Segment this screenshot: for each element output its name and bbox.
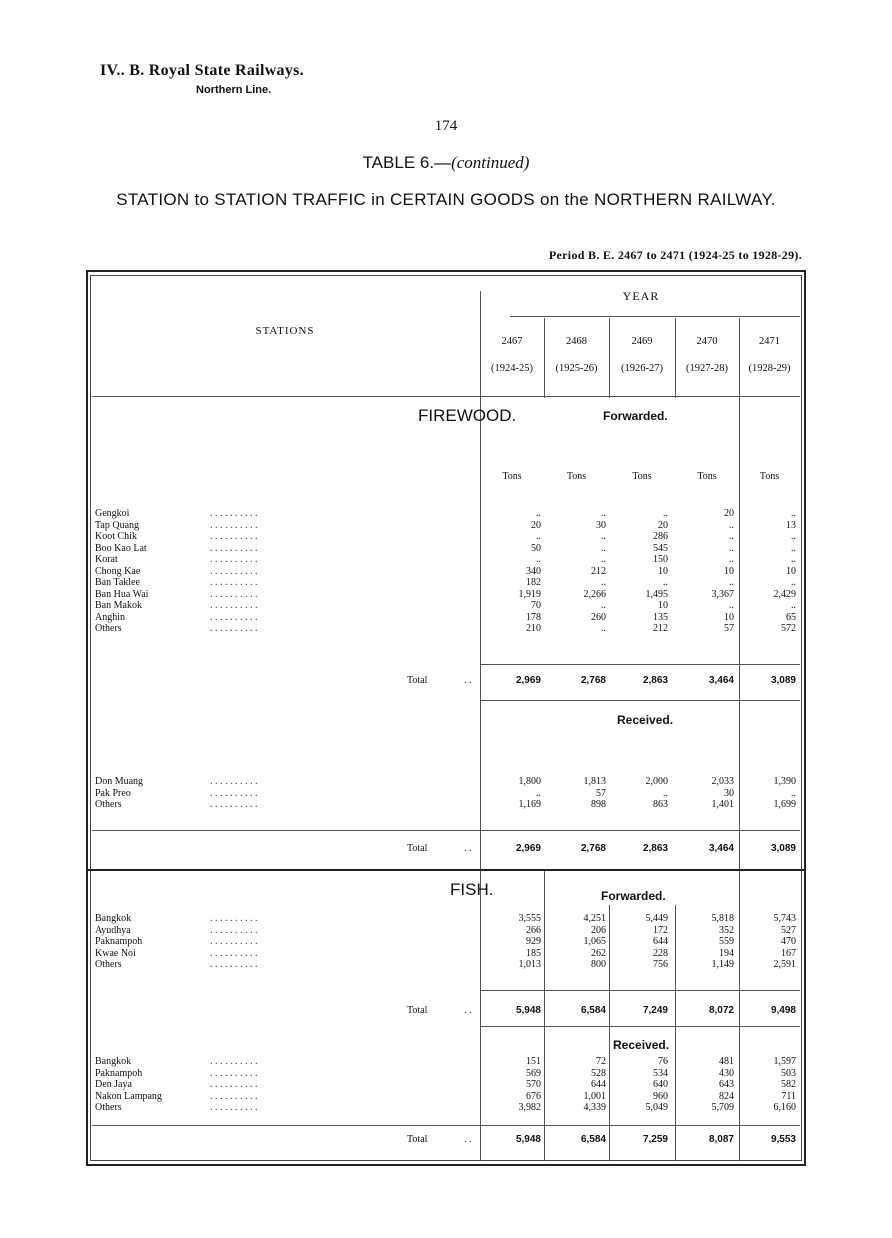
railway-section-header: IV.. B. Royal State Railways. bbox=[100, 62, 304, 79]
total-value: 2,768 bbox=[580, 675, 606, 686]
station-name: Tap Quang bbox=[95, 519, 140, 531]
station-name: Paknampoh bbox=[95, 1067, 143, 1079]
leader-dots: . . . . . . . . . . bbox=[210, 1102, 258, 1113]
total-label: Total bbox=[407, 1134, 428, 1145]
firewood-received-rows bbox=[92, 776, 800, 811]
value-cell: 151 bbox=[526, 1056, 541, 1067]
total-value: 6,584 bbox=[580, 1005, 606, 1016]
station-name: Paknampoh bbox=[95, 936, 143, 947]
station-name: Ayudhya bbox=[95, 924, 131, 936]
leader-dots: . . . . . . . . . . bbox=[210, 508, 258, 519]
value-cell: 50 bbox=[531, 542, 541, 554]
value-cell: 1,800 bbox=[518, 776, 541, 787]
total-dots: . . bbox=[464, 1005, 472, 1016]
firewood-rec-total-rule bbox=[92, 830, 800, 831]
total-value: 2,863 bbox=[642, 843, 668, 854]
value-cell: 20 bbox=[531, 519, 541, 531]
value-cell: 824 bbox=[719, 1090, 734, 1102]
value-cell: .. bbox=[536, 787, 541, 799]
header-bottom-rule bbox=[92, 396, 800, 397]
station-name: Ban Makok bbox=[95, 600, 142, 611]
leader-dots: . . . . . . . . . . bbox=[210, 600, 258, 611]
value-cell: 4,251 bbox=[583, 913, 606, 924]
value-cell: 800 bbox=[591, 959, 606, 970]
total-value: 5,948 bbox=[515, 1005, 541, 1016]
value-cell: 182 bbox=[526, 577, 541, 588]
value-cell: 212 bbox=[653, 623, 668, 634]
value-cell: 167 bbox=[781, 947, 796, 959]
value-cell: .. bbox=[536, 531, 541, 542]
leader-dots: . . . . . . . . . . bbox=[210, 1090, 258, 1102]
station-name: Korat bbox=[95, 554, 118, 565]
year-be-2: 2469 bbox=[631, 336, 653, 347]
value-cell: 1,065 bbox=[583, 936, 606, 947]
value-cell: 206 bbox=[591, 924, 606, 936]
fish-fwd-total-bottom bbox=[480, 1026, 800, 1027]
total-value: 9,498 bbox=[770, 1005, 796, 1016]
station-name: Boo Kao Lat bbox=[95, 542, 147, 554]
value-cell: 430 bbox=[719, 1067, 734, 1079]
table-row bbox=[92, 959, 800, 971]
leader-dots: . . . . . . . . . . bbox=[210, 554, 258, 565]
total-value: 9,553 bbox=[770, 1134, 796, 1145]
value-cell: 352 bbox=[719, 924, 734, 936]
year-ce-1: (1925-26) bbox=[555, 363, 598, 374]
value-cell: .. bbox=[601, 623, 606, 634]
leader-dots: . . . . . . . . . . bbox=[210, 913, 258, 924]
firewood-fwd-total-bottom bbox=[480, 700, 800, 701]
value-cell: 570 bbox=[526, 1079, 541, 1090]
station-name: Others bbox=[95, 799, 122, 810]
value-cell: 2,266 bbox=[583, 588, 606, 600]
value-cell: .. bbox=[729, 531, 734, 542]
value-cell: 1,013 bbox=[518, 959, 541, 970]
table-row bbox=[92, 520, 800, 532]
value-cell: 572 bbox=[781, 623, 796, 634]
value-cell: 960 bbox=[653, 1090, 668, 1102]
value-cell: 569 bbox=[526, 1067, 541, 1079]
table-row bbox=[92, 1068, 800, 1080]
value-cell: 10 bbox=[724, 565, 734, 577]
value-cell: .. bbox=[791, 508, 796, 519]
value-cell: 266 bbox=[526, 924, 541, 936]
table-row bbox=[92, 1056, 800, 1068]
stations-header: STATIONS bbox=[255, 325, 315, 337]
total-value: 8,087 bbox=[708, 1134, 734, 1145]
station-name: Nakon Lampang bbox=[95, 1090, 162, 1102]
year-be-4: 2471 bbox=[759, 336, 780, 347]
leader-dots: . . . . . . . . . . bbox=[210, 776, 258, 787]
tons-unit-4: Tons bbox=[759, 471, 780, 482]
table-row bbox=[92, 554, 800, 566]
table-row bbox=[92, 531, 800, 543]
value-cell: 676 bbox=[526, 1090, 541, 1102]
value-cell: 643 bbox=[719, 1079, 734, 1090]
station-name: Bangkok bbox=[95, 913, 132, 924]
station-name: Others bbox=[95, 623, 122, 634]
value-cell: 10 bbox=[658, 600, 668, 611]
table-continued-text: (continued) bbox=[451, 153, 530, 172]
leader-dots: . . . . . . . . . . bbox=[210, 565, 258, 577]
year-header: YEAR bbox=[622, 289, 660, 303]
table-row bbox=[92, 925, 800, 937]
leader-dots: . . . . . . . . . . bbox=[210, 799, 258, 810]
tons-unit-0: Tons bbox=[502, 471, 522, 482]
value-cell: .. bbox=[729, 600, 734, 611]
value-cell: 1,001 bbox=[583, 1090, 606, 1102]
total-value: 8,072 bbox=[708, 1005, 734, 1016]
value-cell: 527 bbox=[781, 924, 796, 936]
total-value: 3,089 bbox=[770, 843, 796, 854]
value-cell: 57 bbox=[724, 623, 734, 634]
fish-forwarded-total-row bbox=[92, 1005, 800, 1019]
station-name: Don Muang bbox=[95, 776, 144, 787]
tons-unit-2: Tons bbox=[632, 471, 652, 482]
table-row bbox=[92, 566, 800, 578]
value-cell: 1,699 bbox=[773, 799, 796, 810]
value-cell: .. bbox=[536, 554, 541, 565]
year-col-divider-4 bbox=[739, 318, 740, 1161]
station-name: Others bbox=[95, 1102, 122, 1113]
value-cell: .. bbox=[729, 519, 734, 531]
value-cell: 30 bbox=[724, 787, 734, 799]
leader-dots: . . . . . . . . . . bbox=[210, 924, 258, 936]
value-cell: 1,149 bbox=[711, 959, 734, 970]
value-cell: .. bbox=[601, 600, 606, 611]
station-name: Pak Preo bbox=[95, 787, 131, 799]
value-cell: 1,495 bbox=[645, 588, 668, 600]
value-cell: .. bbox=[601, 577, 606, 588]
leader-dots: . . . . . . . . . . bbox=[210, 588, 258, 600]
leader-dots: . . . . . . . . . . bbox=[210, 623, 258, 634]
total-label: Total bbox=[407, 843, 428, 854]
year-be-0: 2467 bbox=[501, 336, 523, 347]
value-cell: 194 bbox=[719, 947, 734, 959]
value-cell: 10 bbox=[658, 565, 668, 577]
value-cell: 1,401 bbox=[711, 799, 734, 810]
value-cell: 481 bbox=[719, 1056, 734, 1067]
table-row bbox=[92, 799, 800, 811]
value-cell: .. bbox=[663, 577, 668, 588]
value-cell: .. bbox=[791, 577, 796, 588]
leader-dots: . . . . . . . . . . bbox=[210, 531, 258, 542]
station-name: Chong Kae bbox=[95, 565, 141, 577]
leader-dots: . . . . . . . . . . bbox=[210, 519, 258, 531]
total-label: Total bbox=[407, 675, 428, 686]
station-name: Gengkoi bbox=[95, 508, 130, 519]
leader-dots: . . . . . . . . . . bbox=[210, 1056, 258, 1067]
value-cell: 1,390 bbox=[773, 776, 796, 787]
value-cell: 286 bbox=[653, 531, 668, 542]
leader-dots: . . . . . . . . . . bbox=[210, 947, 258, 959]
value-cell: 2,033 bbox=[711, 776, 734, 787]
value-cell: .. bbox=[601, 542, 606, 554]
table-row bbox=[92, 948, 800, 960]
leader-dots: . . . . . . . . . . bbox=[210, 959, 258, 970]
value-cell: 10 bbox=[786, 565, 796, 577]
total-dots: . . bbox=[464, 675, 472, 686]
value-cell: 644 bbox=[591, 1079, 606, 1090]
table-row bbox=[92, 788, 800, 800]
station-name: Bangkok bbox=[95, 1056, 132, 1067]
value-cell: 185 bbox=[526, 947, 541, 959]
value-cell: 2,429 bbox=[773, 588, 796, 600]
firewood-forwarded-label: Forwarded. bbox=[603, 409, 668, 423]
value-cell: .. bbox=[729, 577, 734, 588]
value-cell: 260 bbox=[591, 611, 606, 623]
value-cell: 20 bbox=[724, 508, 734, 519]
firewood-forwarded-rows bbox=[92, 508, 800, 635]
value-cell: 1,813 bbox=[583, 776, 606, 787]
total-value: 3,464 bbox=[708, 843, 734, 854]
value-cell: 3,367 bbox=[711, 588, 734, 600]
firewood-received-label: Received. bbox=[617, 713, 674, 727]
fish-fwd-total-rule bbox=[480, 990, 800, 991]
station-name: Others bbox=[95, 959, 122, 970]
value-cell: 470 bbox=[781, 936, 796, 947]
total-value: 7,249 bbox=[642, 1005, 668, 1016]
value-cell: 863 bbox=[653, 799, 668, 810]
value-cell: 1,597 bbox=[773, 1056, 796, 1067]
year-be-1: 2468 bbox=[566, 336, 587, 347]
year-ce-3: (1927-28) bbox=[686, 363, 728, 374]
value-cell: .. bbox=[536, 508, 541, 519]
value-cell: 4,339 bbox=[583, 1102, 606, 1113]
value-cell: 929 bbox=[526, 936, 541, 947]
value-cell: 534 bbox=[653, 1067, 668, 1079]
total-value: 3,464 bbox=[708, 675, 734, 686]
value-cell: .. bbox=[729, 554, 734, 565]
value-cell: 135 bbox=[653, 611, 668, 623]
value-cell: .. bbox=[601, 554, 606, 565]
fish-section-title: FISH. bbox=[450, 880, 494, 899]
leader-dots: . . . . . . . . . . bbox=[210, 577, 258, 588]
firewood-received-total-row bbox=[92, 843, 800, 857]
table-row bbox=[92, 543, 800, 555]
table-row bbox=[92, 1102, 800, 1114]
value-cell: 20 bbox=[658, 519, 668, 531]
leader-dots: . . . . . . . . . . bbox=[210, 936, 258, 947]
table-row bbox=[92, 577, 800, 589]
leader-dots: . . . . . . . . . . bbox=[210, 1079, 258, 1090]
value-cell: 5,049 bbox=[645, 1102, 668, 1113]
year-underline bbox=[510, 316, 800, 317]
table-row bbox=[92, 600, 800, 612]
value-cell: .. bbox=[791, 554, 796, 565]
value-cell: 5,449 bbox=[645, 913, 668, 924]
page-number: 174 bbox=[434, 118, 458, 134]
value-cell: 228 bbox=[653, 947, 668, 959]
total-label: Total bbox=[407, 1005, 428, 1016]
station-name: Kwae Noi bbox=[95, 947, 136, 959]
leader-dots: . . . . . . . . . . bbox=[210, 787, 258, 799]
total-value: 2,863 bbox=[642, 675, 668, 686]
value-cell: 1,919 bbox=[518, 588, 541, 600]
table-row bbox=[92, 589, 800, 601]
year-ce-0: (1924-25) bbox=[491, 363, 533, 374]
table-label bbox=[0, 153, 892, 173]
value-cell: 1,169 bbox=[518, 799, 541, 810]
total-dots: . . bbox=[464, 1134, 472, 1145]
period-label: Period B. E. 2467 to 2471 (1924-25 to 1928-29). bbox=[548, 248, 802, 262]
value-cell: .. bbox=[601, 508, 606, 519]
station-name: Den Jaya bbox=[95, 1079, 132, 1090]
value-cell: 644 bbox=[653, 936, 668, 947]
total-value: 6,584 bbox=[580, 1134, 606, 1145]
value-cell: 545 bbox=[653, 542, 668, 554]
fish-received-rows bbox=[92, 1056, 800, 1114]
total-value: 2,969 bbox=[515, 675, 541, 686]
value-cell: 340 bbox=[526, 565, 541, 577]
section-divider bbox=[88, 869, 804, 871]
value-cell: 2,591 bbox=[773, 959, 796, 970]
value-cell: 5,743 bbox=[773, 913, 796, 924]
leader-dots: . . . . . . . . . . bbox=[210, 611, 258, 623]
value-cell: 2,000 bbox=[645, 776, 668, 787]
total-value: 2,768 bbox=[580, 843, 606, 854]
fish-forwarded-rows bbox=[92, 913, 800, 971]
value-cell: 3,982 bbox=[518, 1102, 541, 1113]
value-cell: 503 bbox=[781, 1067, 796, 1079]
value-cell: 640 bbox=[653, 1079, 668, 1090]
firewood-section-title: FIREWOOD. bbox=[418, 406, 517, 425]
value-cell: .. bbox=[791, 787, 796, 799]
year-be-3: 2470 bbox=[696, 336, 718, 347]
station-name: Anghin bbox=[95, 611, 125, 623]
table-row bbox=[92, 1091, 800, 1103]
value-cell: 210 bbox=[526, 623, 541, 634]
value-cell: 262 bbox=[591, 947, 606, 959]
line-subheader: Northern Line. bbox=[196, 84, 272, 96]
total-value: 2,969 bbox=[515, 843, 541, 854]
value-cell: 582 bbox=[781, 1079, 796, 1090]
total-value: 5,948 bbox=[515, 1134, 541, 1145]
firewood-forwarded-total-row bbox=[92, 675, 800, 689]
value-cell: 72 bbox=[596, 1056, 606, 1067]
table-row bbox=[92, 508, 800, 520]
table-label-text: TABLE 6.— bbox=[362, 153, 452, 172]
year-ce-4: (1928-29) bbox=[748, 363, 791, 374]
year-ce-2: (1926-27) bbox=[621, 363, 663, 374]
table-row bbox=[92, 913, 800, 925]
value-cell: .. bbox=[601, 531, 606, 542]
value-cell: 13 bbox=[786, 519, 796, 531]
value-cell: .. bbox=[791, 542, 796, 554]
tons-unit-1: Tons bbox=[566, 471, 587, 482]
table-title: STATION to STATION TRAFFIC in CERTAIN GOODS on the NORTHERN RAILWAY. bbox=[116, 190, 776, 209]
value-cell: 30 bbox=[596, 519, 606, 531]
total-value: 7,259 bbox=[642, 1134, 668, 1145]
value-cell: .. bbox=[663, 787, 668, 799]
station-name: Koot Chik bbox=[95, 531, 137, 542]
fish-received-label: Received. bbox=[613, 1038, 670, 1052]
value-cell: 559 bbox=[719, 936, 734, 947]
leader-dots: . . . . . . . . . . bbox=[210, 542, 258, 554]
station-name: Ban Hua Wai bbox=[95, 588, 149, 600]
tons-unit-3: Tons bbox=[697, 471, 717, 482]
table-row bbox=[92, 1079, 800, 1091]
value-cell: .. bbox=[791, 600, 796, 611]
value-cell: 5,709 bbox=[711, 1102, 734, 1113]
value-cell: 711 bbox=[781, 1090, 796, 1102]
value-cell: 898 bbox=[591, 799, 606, 810]
value-cell: 76 bbox=[658, 1056, 668, 1067]
value-cell: 65 bbox=[786, 611, 796, 623]
total-dots: . . bbox=[464, 843, 472, 854]
table-row bbox=[92, 936, 800, 948]
value-cell: 178 bbox=[526, 611, 541, 623]
value-cell: 70 bbox=[531, 600, 541, 611]
fish-received-total-row bbox=[92, 1134, 800, 1148]
table-row bbox=[92, 612, 800, 624]
value-cell: 6,160 bbox=[773, 1102, 796, 1113]
value-cell: .. bbox=[791, 531, 796, 542]
value-cell: 57 bbox=[596, 787, 606, 799]
total-value: 3,089 bbox=[770, 675, 796, 686]
value-cell: 150 bbox=[653, 554, 668, 565]
value-cell: 5,818 bbox=[711, 913, 734, 924]
value-cell: 10 bbox=[724, 611, 734, 623]
value-cell: 3,555 bbox=[518, 913, 541, 924]
value-cell: .. bbox=[663, 508, 668, 519]
value-cell: 528 bbox=[591, 1067, 606, 1079]
fish-forwarded-label: Forwarded. bbox=[601, 889, 666, 903]
firewood-fwd-total-rule bbox=[480, 664, 800, 665]
leader-dots: . . . . . . . . . . bbox=[210, 1067, 258, 1079]
value-cell: .. bbox=[729, 542, 734, 554]
table-row bbox=[92, 623, 800, 635]
fish-rec-total-rule bbox=[92, 1125, 800, 1126]
value-cell: 212 bbox=[591, 565, 606, 577]
value-cell: 756 bbox=[653, 959, 668, 970]
value-cell: 172 bbox=[653, 924, 668, 936]
station-name: Ban Taklee bbox=[95, 577, 140, 588]
table-row bbox=[92, 776, 800, 788]
